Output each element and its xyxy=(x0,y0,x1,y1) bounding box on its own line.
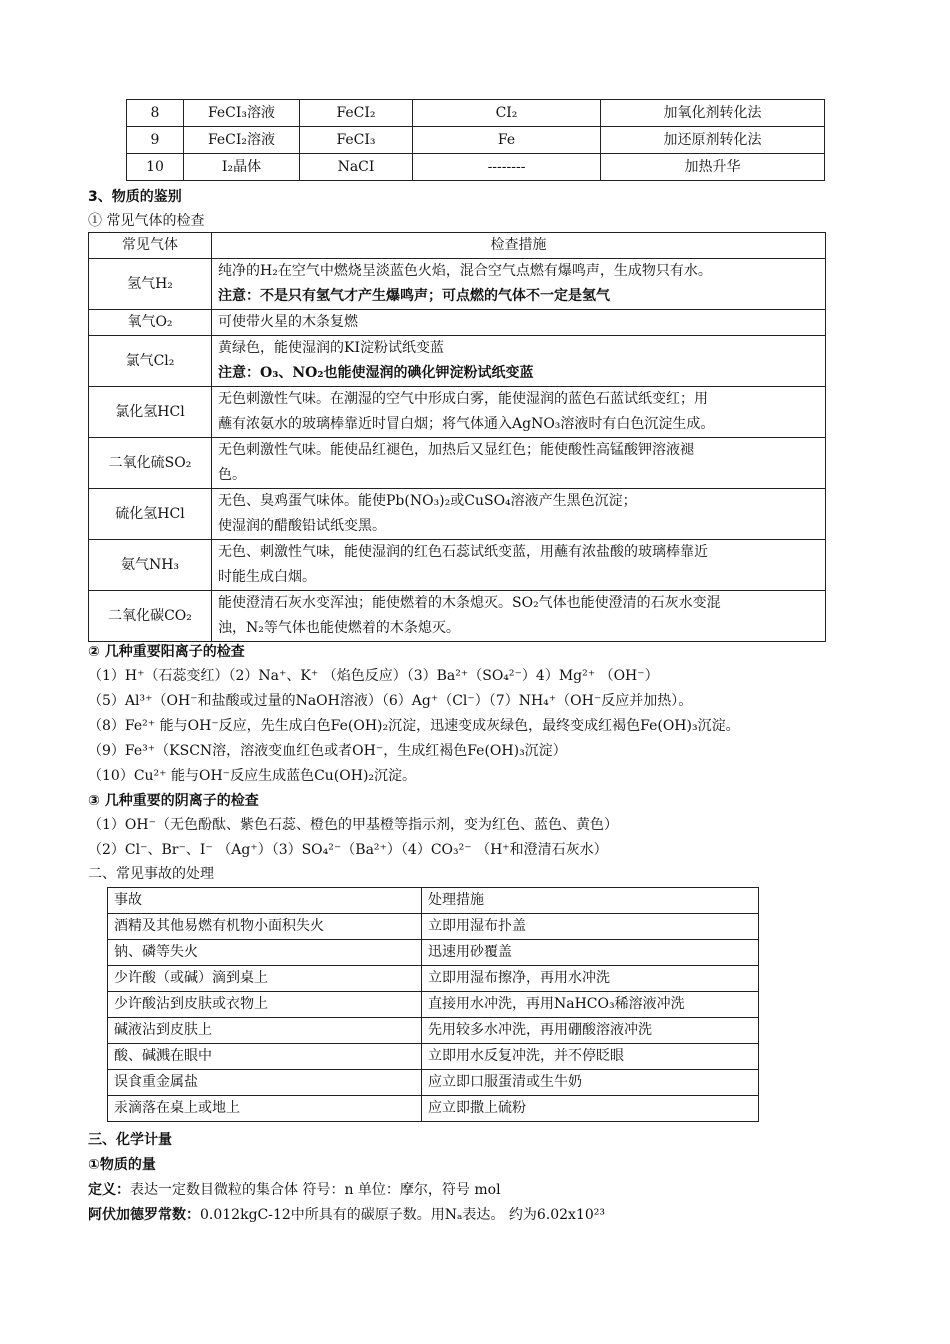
gas-name-cell: 氯气Cl₂ xyxy=(89,336,212,387)
accident-measure-cell: 立即用湿布擦净，再用水冲洗 xyxy=(422,966,759,992)
accident-table xyxy=(107,887,759,1122)
measure-line: 蘸有浓氨水的玻璃棒靠近时冒白烟；将气体通入AgNO₃溶液时有白色沉淀生成。 xyxy=(218,416,715,432)
gas-row xyxy=(89,591,826,642)
table-row xyxy=(127,154,825,181)
definition-line xyxy=(88,1178,501,1202)
substance-cell: FeCI₂溶液 xyxy=(184,127,300,154)
gas-measure-cell xyxy=(212,336,826,387)
reagent-cell: Fe xyxy=(413,127,601,154)
impurity-cell: FeCI₃ xyxy=(300,127,413,154)
gas-row xyxy=(89,540,826,591)
accident-section-title: 二、常见事故的处理 xyxy=(88,866,214,882)
measure-line: 黄绿色，能使湿润的KI淀粉试纸变蓝 xyxy=(218,340,444,356)
cation-line: （10）Cu²⁺ 能与OH⁻反应生成蓝色Cu(OH)₂沉淀。 xyxy=(88,768,417,784)
accident-measure-cell: 应立即撒上硫粉 xyxy=(422,1096,759,1122)
cation-line: （5）Al³⁺（OH⁻和盐酸或过量的NaOH溶液）（6）Ag⁺（Cl⁻）（7）NH₄⁺（OH⁻反应并加热）。 xyxy=(88,693,693,709)
row-number-cell: 10 xyxy=(127,154,184,181)
gas-name-cell: 氨气NH₃ xyxy=(89,540,212,591)
gas-row xyxy=(89,438,826,489)
measure-note: 注意：不是只有氢气才产生爆鸣声；可点燃的气体不一定是氢气 xyxy=(218,288,610,304)
accident-measure-cell: 立即用湿布扑盖 xyxy=(422,914,759,940)
gas-name-cell: 氯化氢HCl xyxy=(89,387,212,438)
accident-event-cell: 酸、碱溅在眼中 xyxy=(108,1044,422,1070)
gas-name-cell: 二氧化碳CO₂ xyxy=(89,591,212,642)
accident-row xyxy=(108,992,759,1018)
accident-measure-cell: 先用较多水冲洗，再用硼酸溶液冲洗 xyxy=(422,1018,759,1044)
section-title-identification: 3、物质的鉴别 xyxy=(88,189,182,205)
avogadro-label: 阿伏加德罗常数： xyxy=(88,1207,200,1223)
gas-row xyxy=(89,387,826,438)
accident-measure-cell: 应立即口服蛋清或生牛奶 xyxy=(422,1070,759,1096)
measure-line: 能使澄清石灰水变浑浊；能使燃着的木条熄灭。SO₂气体也能使澄清的石灰水变混 xyxy=(218,595,721,611)
gas-measure-cell xyxy=(212,259,826,310)
measure-line: 无色刺激性气味。在潮湿的空气中形成白雾，能使湿润的蓝色石蓝试纸变红；用 xyxy=(218,391,708,407)
measure-line: 浊，N₂等气体也能使燃着的木条熄灭。 xyxy=(218,620,460,636)
gas-table-header-gas: 常见气体 xyxy=(89,233,212,259)
accident-measure-cell: 迅速用砂覆盖 xyxy=(422,940,759,966)
accident-measure-cell: 立即用水反复冲洗，并不停眨眼 xyxy=(422,1044,759,1070)
gas-row xyxy=(89,336,826,387)
anion-check-title: ③ 几种重要的阴离子的检查 xyxy=(88,793,259,809)
gas-name-cell: 氧气O₂ xyxy=(89,310,212,336)
measure-line: 无色、臭鸡蛋气味体。能使Pb(NO₃)₂或CuSO₄溶液产生黑色沉淀； xyxy=(218,493,637,509)
gas-measure-cell xyxy=(212,387,826,438)
table-row xyxy=(127,100,825,127)
accident-event-cell: 汞滴落在桌上或地上 xyxy=(108,1096,422,1122)
accident-row xyxy=(108,914,759,940)
row-number-cell: 8 xyxy=(127,100,184,127)
reagent-cell: -------- xyxy=(413,154,601,181)
gas-measure-cell xyxy=(212,310,826,336)
accident-event-cell: 钠、磷等失火 xyxy=(108,940,422,966)
amount-of-substance-title: ①物质的量 xyxy=(88,1157,156,1173)
reagent-cell: CI₂ xyxy=(413,100,601,127)
measure-line: 纯净的H₂在空气中燃烧呈淡蓝色火焰，混合空气点燃有爆鸣声，生成物只有水。 xyxy=(218,263,712,279)
avogadro-line xyxy=(88,1203,605,1227)
gas-name-cell: 氢气H₂ xyxy=(89,259,212,310)
table-row xyxy=(127,127,825,154)
method-cell: 加热升华 xyxy=(601,154,825,181)
method-cell: 加还原剂转化法 xyxy=(601,127,825,154)
gas-check-table xyxy=(88,232,826,642)
gas-table-header-measure: 检查措施 xyxy=(212,233,826,259)
accident-event-cell: 少许酸沾到皮肤或衣物上 xyxy=(108,992,422,1018)
separation-table xyxy=(126,99,825,181)
substance-cell: FeCI₃溶液 xyxy=(184,100,300,127)
measure-line: 无色刺激性气味。能使品红褪色，加热后又显红色；能使酸性高锰酸钾溶液褪 xyxy=(218,442,694,458)
gas-check-title: ① 常见气体的检查 xyxy=(88,213,205,229)
measure-line: 时能生成白烟。 xyxy=(218,569,316,585)
cation-check-title: ② 几种重要阳离子的检查 xyxy=(88,644,245,660)
impurity-cell: NaCI xyxy=(300,154,413,181)
gas-measure-cell xyxy=(212,438,826,489)
row-number-cell: 9 xyxy=(127,127,184,154)
gas-row xyxy=(89,489,826,540)
accident-row xyxy=(108,940,759,966)
avogadro-text: 0.012kgC-12中所具有的碳原子数。用Nₐ表达。 约为6.02x10²³ xyxy=(200,1207,605,1223)
accident-measure-cell: 直接用水冲洗，再用NaHCO₃稀溶液冲洗 xyxy=(422,992,759,1018)
gas-name-cell: 硫化氢HCl xyxy=(89,489,212,540)
accident-row xyxy=(108,1070,759,1096)
measure-line: 色。 xyxy=(218,467,246,483)
measure-line: 无色、刺激性气味，能使湿润的红色石蕊试纸变蓝，用蘸有浓盐酸的玻璃棒靠近 xyxy=(218,544,708,560)
method-cell: 加氧化剂转化法 xyxy=(601,100,825,127)
accident-header-event: 事故 xyxy=(108,888,422,914)
accident-event-cell: 误食重金属盐 xyxy=(108,1070,422,1096)
measure-line: 可使带火星的木条复燃 xyxy=(218,314,358,330)
accident-row xyxy=(108,1018,759,1044)
anion-line: （1）OH⁻（无色酚酞、紫色石蕊、橙色的甲基橙等指示剂，变为红色、蓝色、黄色） xyxy=(88,817,618,833)
gas-measure-cell xyxy=(212,540,826,591)
gas-measure-cell xyxy=(212,591,826,642)
accident-event-cell: 碱液沾到皮肤上 xyxy=(108,1018,422,1044)
cation-line: （9）Fe³⁺（KSCN溶，溶液变血红色或者OH⁻，生成红褐色Fe(OH)₃沉淀） xyxy=(88,743,567,759)
accident-header-measure: 处理措施 xyxy=(422,888,759,914)
accident-event-cell: 酒精及其他易燃有机物小面积失火 xyxy=(108,914,422,940)
gas-row xyxy=(89,310,826,336)
gas-name-cell: 二氧化硫SO₂ xyxy=(89,438,212,489)
measure-line: 使湿润的醋酸铅试纸变黑。 xyxy=(218,518,386,534)
anion-line: （2）Cl⁻、Br⁻、I⁻ （Ag⁺）（3）SO₄²⁻（Ba²⁺）（4）CO₃²⁻ （H⁺和澄清石灰水） xyxy=(88,842,608,858)
stoichiometry-section-title: 三、化学计量 xyxy=(88,1132,172,1148)
cation-line: （1）H⁺（石蕊变红）（2）Na⁺、K⁺ （焰色反应）（3）Ba²⁺（SO₄²⁻）4）Mg²⁺ （OH⁻） xyxy=(88,668,659,684)
definition-label: 定义： xyxy=(88,1182,130,1198)
accident-row xyxy=(108,1096,759,1122)
gas-measure-cell xyxy=(212,489,826,540)
substance-cell: I₂晶体 xyxy=(184,154,300,181)
cation-line: （8）Fe²⁺ 能与OH⁻反应，先生成白色Fe(OH)₂沉淀，迅速变成灰绿色，最终变成红褐色Fe(OH)₃沉淀。 xyxy=(88,718,740,734)
gas-row xyxy=(89,259,826,310)
impurity-cell: FeCI₂ xyxy=(300,100,413,127)
measure-note: 注意：O₃、NO₂也能使湿润的碘化钾淀粉试纸变蓝 xyxy=(218,365,534,381)
accident-row xyxy=(108,966,759,992)
accident-row xyxy=(108,1044,759,1070)
definition-text: 表达一定数目微粒的集合体 符号：n 单位：摩尔，符号 mol xyxy=(130,1182,501,1198)
accident-event-cell: 少许酸（或碱）滴到桌上 xyxy=(108,966,422,992)
